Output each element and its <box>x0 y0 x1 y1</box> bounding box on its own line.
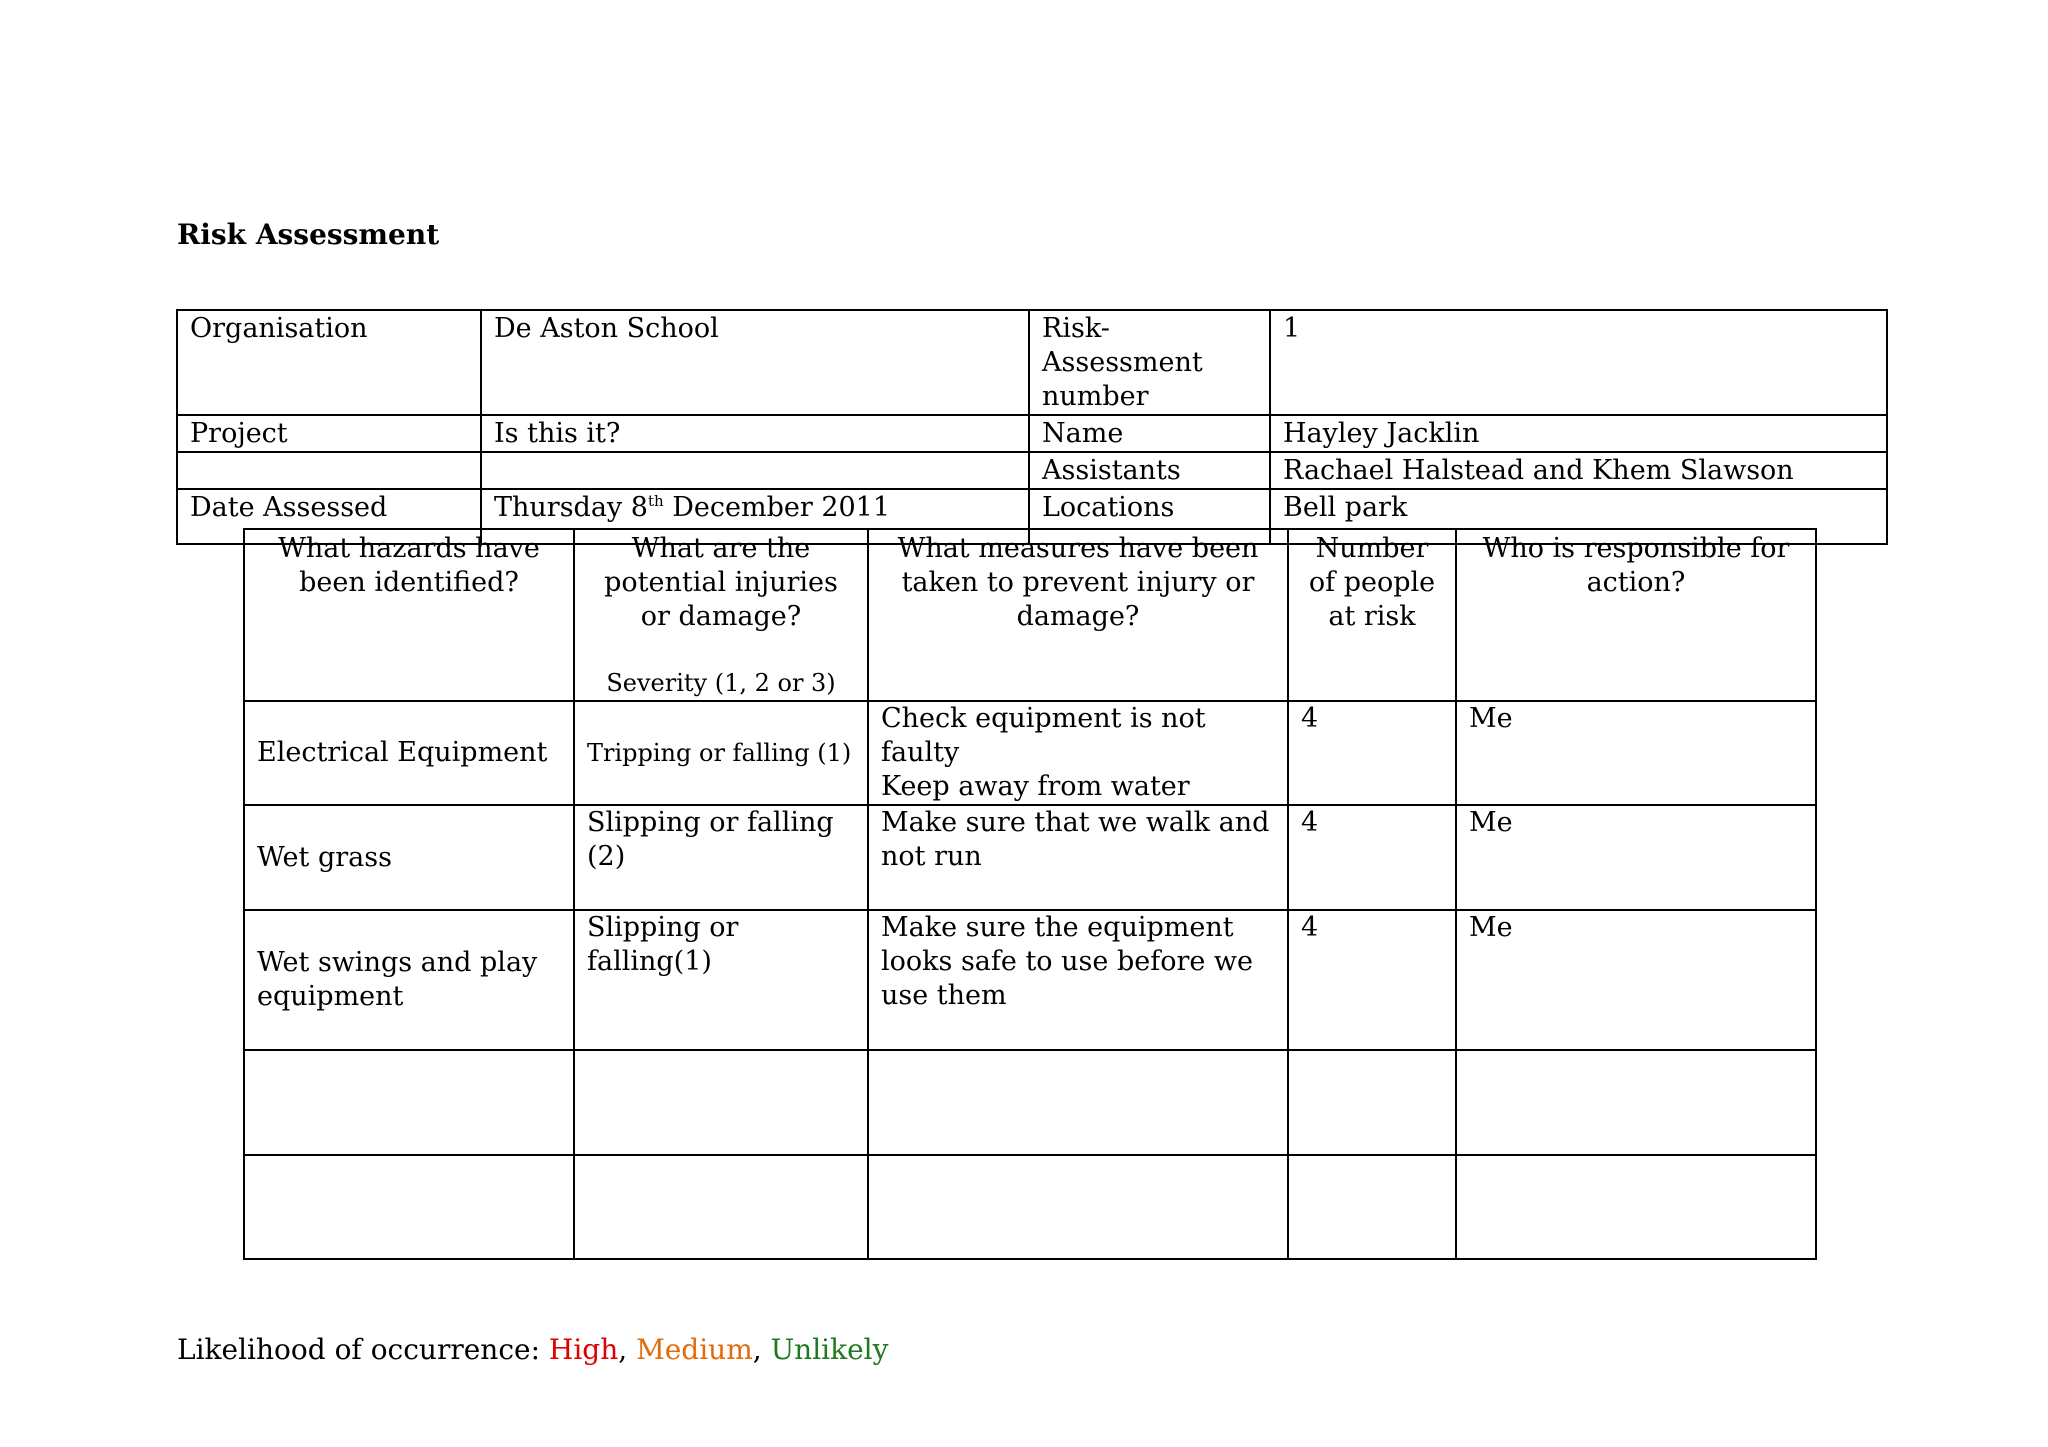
responsible-cell: Me <box>1456 701 1816 805</box>
legend-label: Likelihood of occurrence: <box>177 1333 549 1366</box>
measure-line: Check equipment is not faulty <box>881 703 1206 768</box>
hazard-cell: Wet grass <box>244 805 574 910</box>
people-cell: 4 <box>1288 910 1456 1050</box>
header-injuries-text: What are the potential injuries or damage? <box>604 533 838 632</box>
table-row <box>244 805 1816 910</box>
info-row <box>177 310 1887 415</box>
date-ordinal: th <box>647 492 664 510</box>
responsible-cell: Me <box>1456 805 1816 910</box>
organisation-value: De Aston School <box>481 310 1029 415</box>
ra-number-label: Risk-Assessment number <box>1029 310 1270 415</box>
empty-cell <box>1456 1155 1816 1259</box>
measure-line: Keep away from water <box>881 771 1190 802</box>
empty-cell <box>574 1155 868 1259</box>
empty-cell <box>244 1155 574 1259</box>
header-people: Number of people at risk <box>1288 529 1456 701</box>
header-injuries <box>574 529 868 701</box>
empty-cell <box>481 452 1029 489</box>
name-value: Hayley Jacklin <box>1270 415 1887 452</box>
empty-cell <box>1288 1050 1456 1155</box>
injury-cell: Slipping or falling(1) <box>574 910 868 1050</box>
responsible-cell: Me <box>1456 910 1816 1050</box>
empty-cell <box>1288 1155 1456 1259</box>
empty-cell <box>1456 1050 1816 1155</box>
assistants-label: Assistants <box>1029 452 1270 489</box>
empty-cell <box>574 1050 868 1155</box>
hazards-header-row <box>244 529 1816 701</box>
people-cell: 4 <box>1288 805 1456 910</box>
page-title: Risk Assessment <box>177 218 440 251</box>
legend-sep: , <box>618 1333 637 1366</box>
table-row-empty <box>244 1050 1816 1155</box>
locations-value: Bell park <box>1270 489 1887 544</box>
assistants-value: Rachael Halstead and Khem Slawson <box>1270 452 1887 489</box>
ra-number-value: 1 <box>1270 310 1887 415</box>
injury-cell: Tripping or falling (1) <box>574 701 868 805</box>
people-cell: 4 <box>1288 701 1456 805</box>
header-measures: What measures have been taken to prevent injury or damage? <box>868 529 1288 701</box>
locations-label: Locations <box>1029 489 1270 544</box>
hazard-cell: Electrical Equipment <box>244 701 574 805</box>
legend-sep: , <box>752 1333 771 1366</box>
measure-cell: Make sure that we walk and not run <box>868 805 1288 910</box>
hazards-table <box>243 528 1817 1260</box>
table-row <box>244 910 1816 1050</box>
header-hazards: What hazards have been identified? <box>244 529 574 701</box>
date-prefix: Thursday 8 <box>494 492 648 523</box>
info-row <box>177 415 1887 452</box>
info-row <box>177 452 1887 489</box>
measure-cell: Make sure the equipment looks safe to use before we use them <box>868 910 1288 1050</box>
table-row-empty <box>244 1155 1816 1259</box>
table-row <box>244 701 1816 805</box>
name-label: Name <box>1029 415 1270 452</box>
organisation-label: Organisation <box>177 310 481 415</box>
legend-high: High <box>548 1333 619 1366</box>
project-value: Is this it? <box>481 415 1029 452</box>
hazard-cell: Wet swings and play equipment <box>244 910 574 1050</box>
date-suffix: December 2011 <box>663 492 891 523</box>
header-responsible: Who is responsible for action? <box>1456 529 1816 701</box>
measure-cell <box>868 701 1288 805</box>
date-label: Date Assessed <box>177 489 481 544</box>
empty-cell <box>177 452 481 489</box>
empty-cell <box>244 1050 574 1155</box>
assessment-info-table <box>176 309 1888 545</box>
empty-cell <box>868 1155 1288 1259</box>
empty-cell <box>868 1050 1288 1155</box>
legend-medium: Medium <box>636 1333 753 1366</box>
likelihood-legend <box>177 1333 888 1366</box>
injury-cell: Slipping or falling (2) <box>574 805 868 910</box>
severity-note: Severity (1, 2 or 3) <box>606 669 836 697</box>
project-label: Project <box>177 415 481 452</box>
legend-unlikely: Unlikely <box>770 1333 889 1366</box>
